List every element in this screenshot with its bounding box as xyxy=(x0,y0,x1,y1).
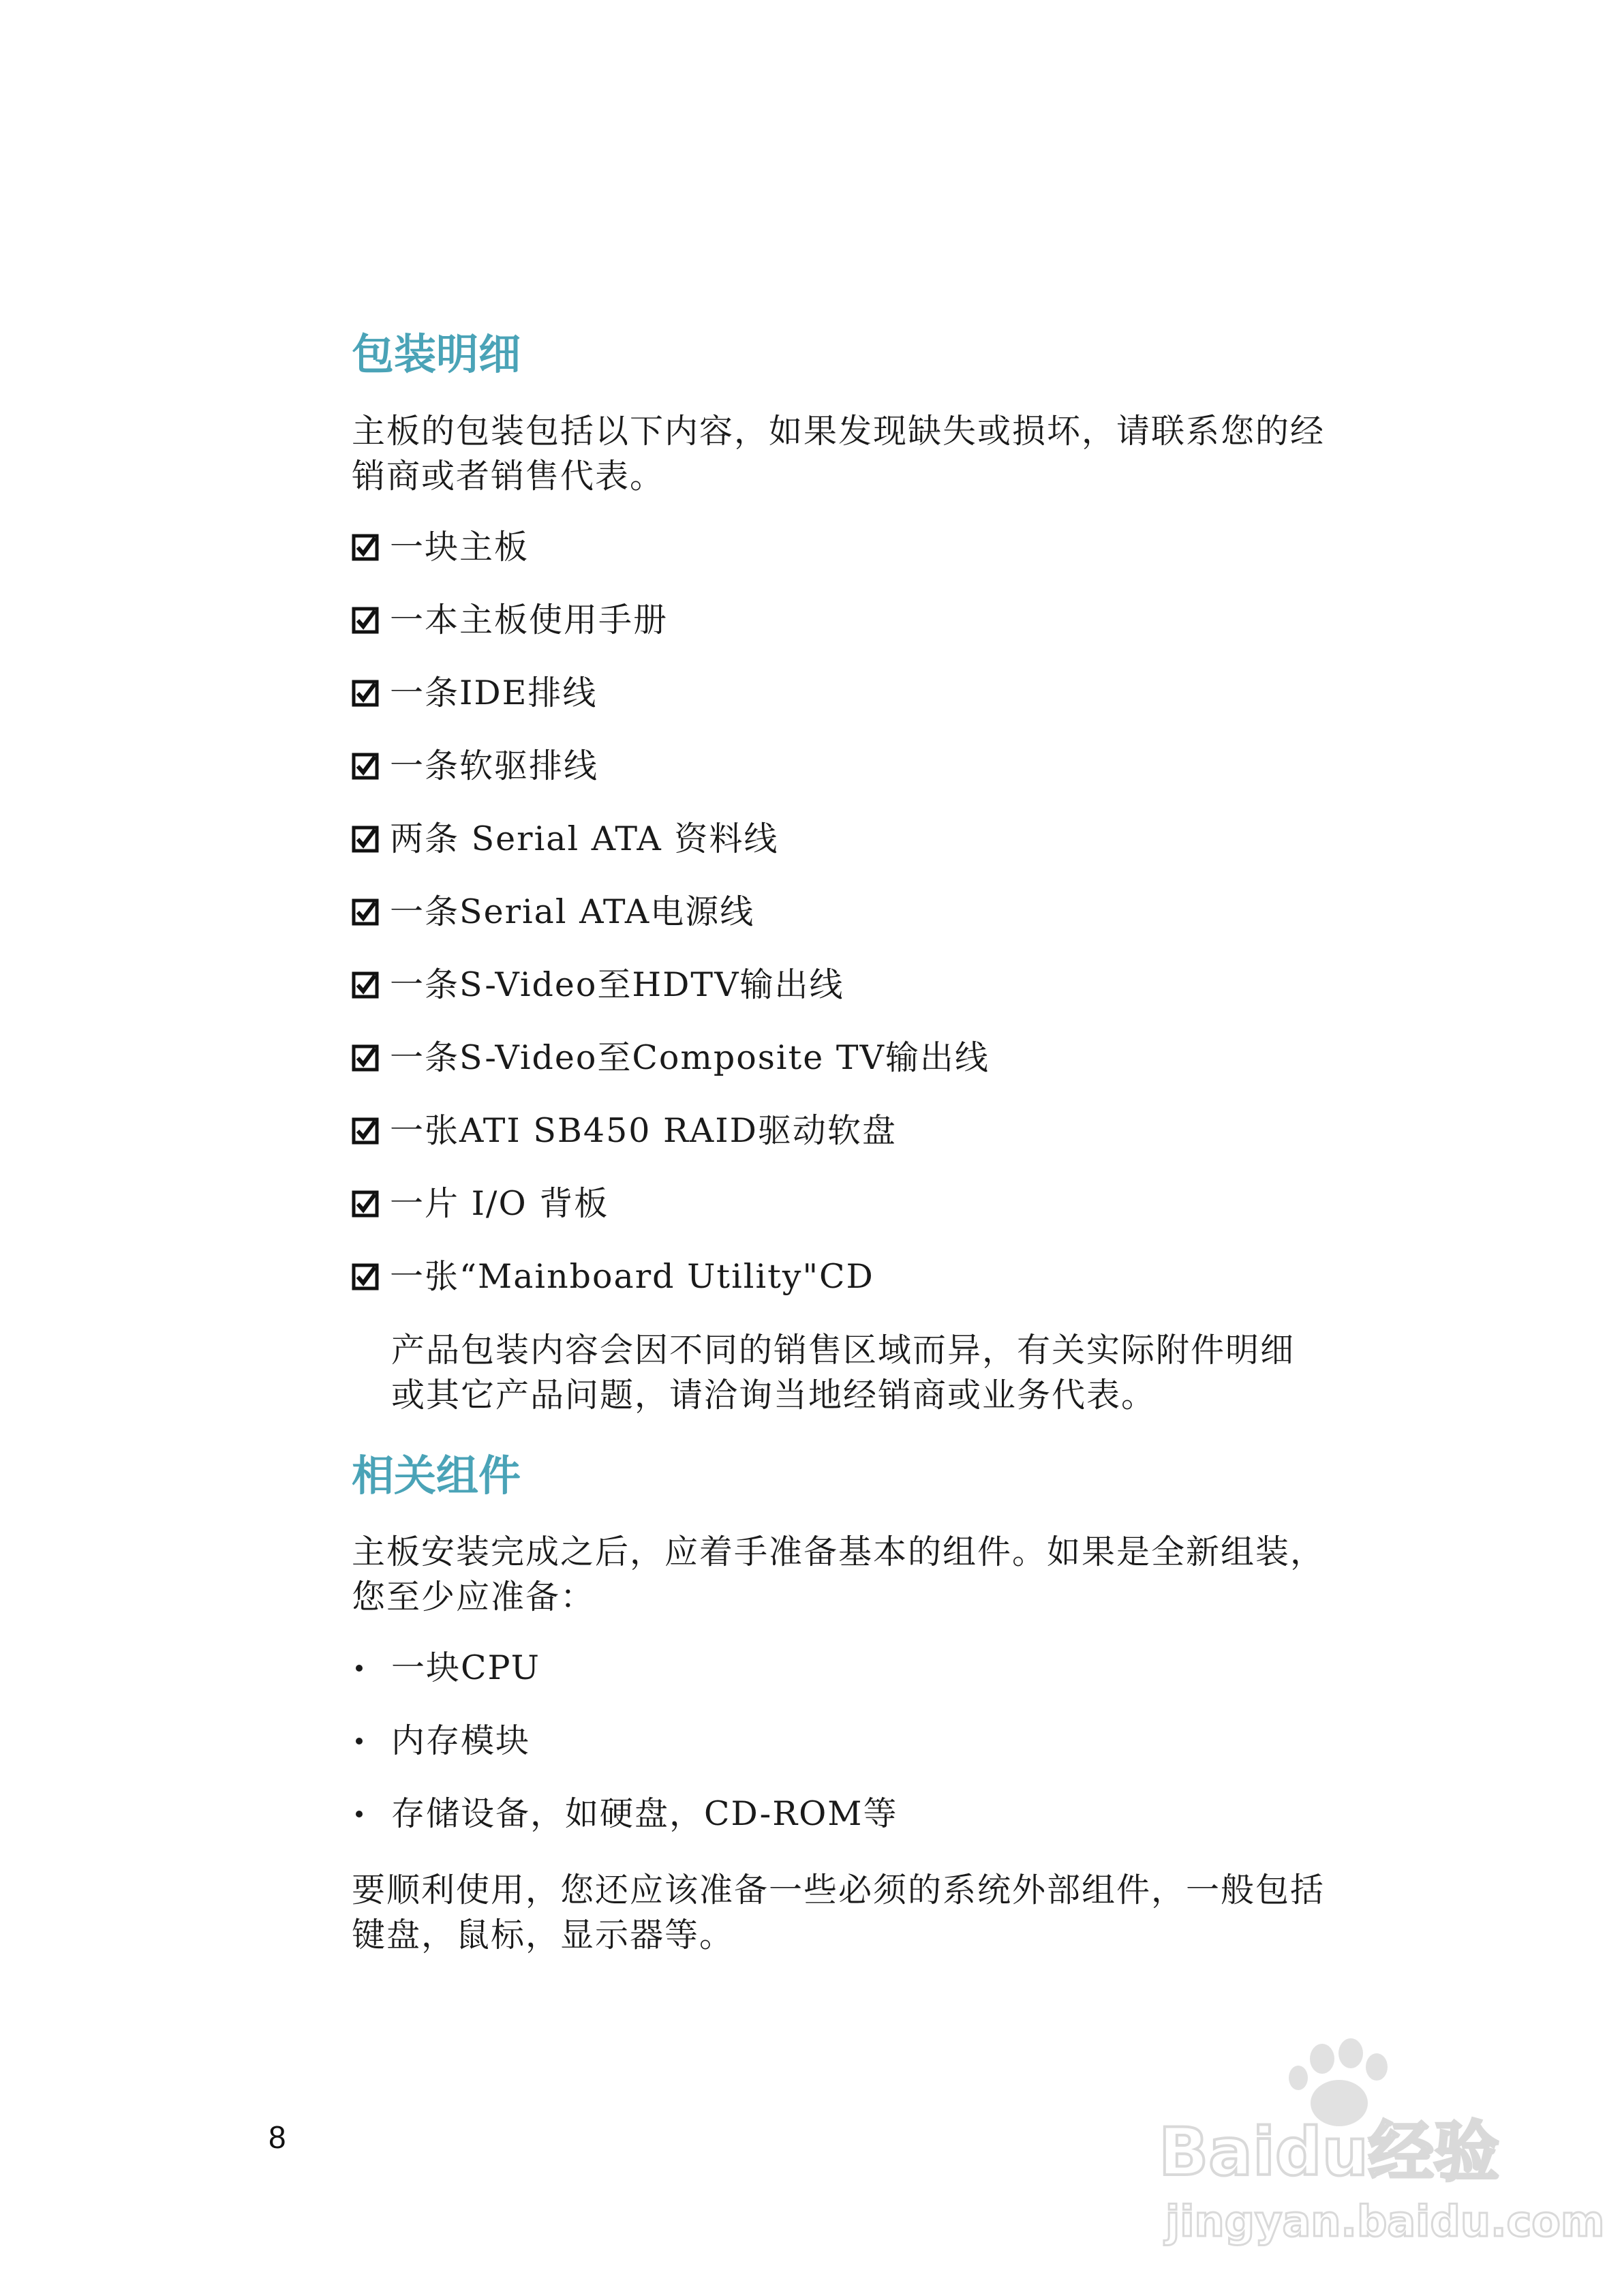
checked-box-icon xyxy=(352,1044,379,1072)
checked-box-icon xyxy=(352,1190,379,1218)
packing-item-label: 一条软驱排线 xyxy=(390,746,599,785)
watermark-logo-text: Baidu经验 xyxy=(1159,2114,1499,2190)
packing-item xyxy=(352,744,598,789)
packing-item xyxy=(352,890,754,935)
packing-item-label: 一片 I/O 背板 xyxy=(390,1184,609,1223)
checked-box-icon xyxy=(352,607,379,634)
components-outro: 要顺利使用，您还应该准备一些必须的系统外部组件，一般包括键盘，鼠标，显示器等。 xyxy=(352,1871,1326,1954)
packing-item-label: 两条 Serial ATA 资料线 xyxy=(390,819,779,858)
page-number: 8 xyxy=(269,2119,286,2155)
components-heading: 相关组件 xyxy=(352,1451,521,1500)
packing-item-label: 一块主板 xyxy=(390,528,530,567)
packing-item-label: 一张ATI SB450 RAID驱动软盘 xyxy=(390,1111,897,1150)
checked-box-icon xyxy=(352,971,379,999)
baidu-paw-logo xyxy=(1152,2038,1605,2256)
list-item xyxy=(352,1646,540,1691)
list-item xyxy=(352,1792,898,1837)
packing-item xyxy=(352,1181,609,1226)
packing-item-label: 一条IDE排线 xyxy=(390,674,598,712)
checked-box-icon xyxy=(352,1117,379,1145)
packing-item xyxy=(352,1254,874,1299)
list-item-label: 存储设备，如硬盘，CD-ROM等 xyxy=(391,1794,898,1833)
packing-item-label: 一本主板使用手册 xyxy=(390,601,669,639)
packing-item-label: 一条Serial ATA电源线 xyxy=(390,892,755,931)
packing-item xyxy=(352,817,778,862)
packing-heading: 包装明细 xyxy=(352,329,521,379)
packing-item-label: 一张“Mainboard Utility"CD xyxy=(390,1257,874,1296)
packing-item-label: 一条S-Video至HDTV输出线 xyxy=(390,965,844,1004)
packing-item xyxy=(352,963,844,1008)
packing-item xyxy=(352,671,597,716)
packing-note: 产品包装内容会因不同的销售区域而异，有关实际附件明细或其它产品问题，请洽询当地经销商或业务代表。 xyxy=(391,1331,1296,1415)
bullet-dot-icon xyxy=(356,1738,363,1744)
checked-box-icon xyxy=(352,826,379,853)
bullet-dot-icon xyxy=(356,1665,363,1672)
watermark-url-text: jingyan.baidu.com xyxy=(1165,2196,1605,2246)
components-intro: 主板安装完成之后，应着手准备基本的组件。如果是全新组装，您至少应准备： xyxy=(352,1532,1326,1616)
bullet-dot-icon xyxy=(356,1811,363,1817)
list-item-label: 一块CPU xyxy=(391,1648,540,1687)
baidu-jingyan-watermark xyxy=(1152,2038,1605,2256)
packing-item xyxy=(352,1036,990,1081)
list-item xyxy=(352,1719,530,1764)
checked-box-icon xyxy=(352,898,379,926)
packing-item xyxy=(352,525,529,570)
packing-intro: 主板的包装包括以下内容，如果发现缺失或损坏，请联系您的经销商或者销售代表。 xyxy=(352,412,1326,496)
checked-box-icon xyxy=(352,1263,379,1290)
checked-box-icon xyxy=(352,534,379,561)
packing-item-label: 一条S-Video至Composite TV输出线 xyxy=(390,1038,990,1077)
checked-box-icon xyxy=(352,680,379,707)
packing-item xyxy=(352,598,668,643)
list-item-label: 内存模块 xyxy=(391,1721,531,1760)
packing-item xyxy=(352,1108,897,1153)
checked-box-icon xyxy=(352,753,379,780)
